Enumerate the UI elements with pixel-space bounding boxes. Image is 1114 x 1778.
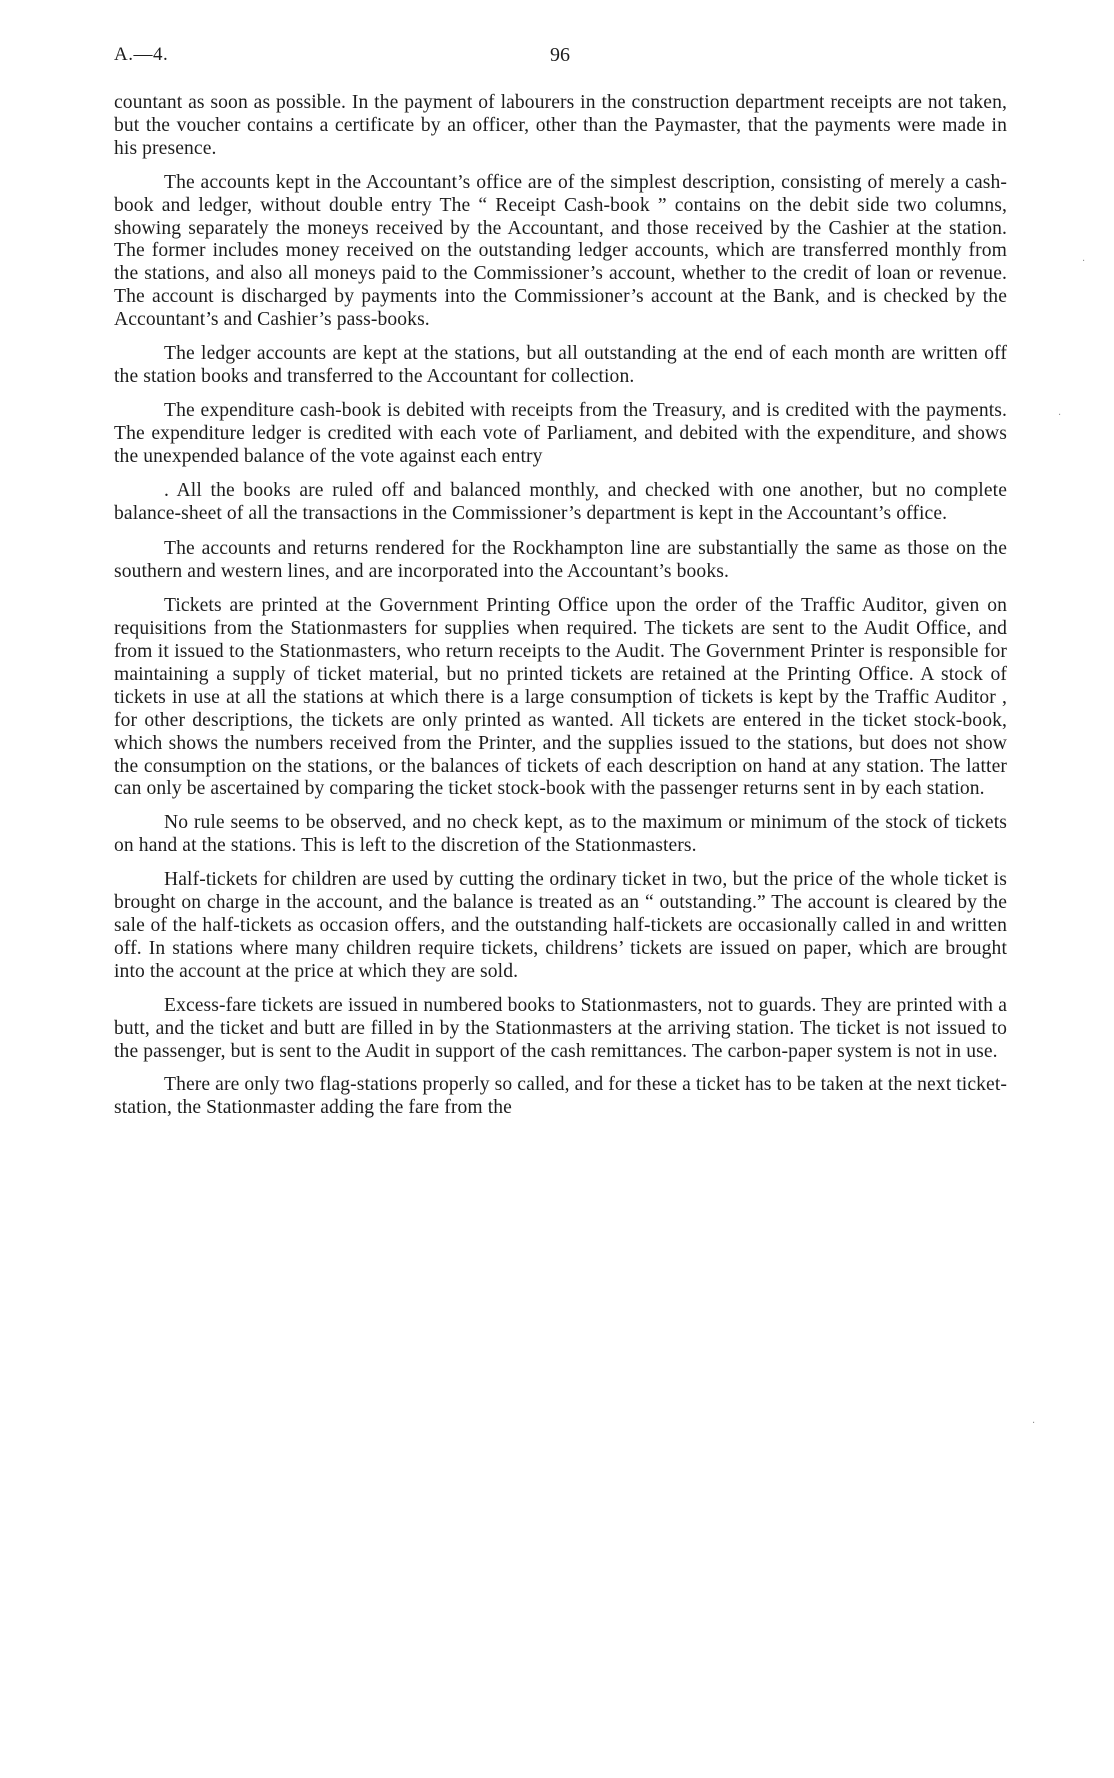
paragraph-expenditure: The expenditure cash-book is debited with receipts from the Treasury, and is credited with the payments. The expenditure ledger is credited with each vote of Parliament, and debited with the expenditure, and shows the unexpended balance of the vote against each entry: [114, 399, 1007, 467]
page-number: 96: [550, 44, 570, 66]
paragraph-rockhampton: The accounts and returns rendered for the Rockhampton line are substantially the same as those on the southern and western lines, and are incorporated into the Accountant’s books.: [114, 538, 1007, 583]
paragraph-ledger: The ledger accounts are kept at the stations, but all outstanding at the end of each month are written off the station books and transferred to the Accountant for collection.: [114, 343, 1007, 387]
paragraph-flag-stations: There are only two flag-stations properly so called, and for these a ticket has to be taken at the next ticket-station, the Stationmaster adding the fare from the: [114, 1074, 1007, 1119]
paragraph-stock-rule: No rule seems to be observed, and no check kept, as to the maximum or minimum of the stock of tickets on hand at the stations. This is left to the discretion of the Stationmasters.: [114, 812, 1007, 857]
document-reference: A.—4.: [114, 44, 169, 65]
page-header: [114, 44, 1014, 74]
scan-speck: ·: [1032, 1418, 1036, 1429]
paragraph-half-tickets: Half-tickets for children are used by cutting the ordinary ticket in two, but the price of the whole ticket is brought on charge in the account, and the balance is treated as an “ outstanding.” The account is cleared by the sale of the half-tickets as occasion offers, and the outstanding half-tickets are occasionally called in and written off. In stations where many children require tickets, childrens’ tickets are issued on paper, which are brought into the account at the price at which they are sold.: [114, 869, 1007, 982]
body-text: [114, 92, 1007, 1131]
scan-speck: ·: [1082, 256, 1086, 267]
paragraph-excess-fare: Excess-fare tickets are issued in numbered books to Stationmasters, not to guards. They are printed with a butt, and the ticket and butt are filled in by the Stationmasters at the arriving station. The ticket is not issued to the passenger, but is sent to the Audit in support of the cash remittances. The carbon-paper system is not in use.: [114, 994, 1007, 1062]
scan-speck: ·: [1058, 410, 1062, 421]
paragraph-accounts: The accounts kept in the Accountant’s office are of the simplest description, consisting of merely a cash-book and ledger, without double entry The “ Receipt Cash-book ” contains on the debit side two columns, showing separately the moneys received by the Accountant, and those received by the Cashier at the station. The former includes money received on the outstanding ledger accounts, which are transferred monthly from the stations, and also all moneys paid to the Commissioner’s account, whether to the credit of loan or revenue. The account is discharged by payments into the Commissioner’s account at the Bank, and is checked by the Accountant’s and Cashier’s pass-books.: [114, 171, 1007, 331]
paragraph-continuation: countant as soon as possible. In the payment of labourers in the construction department receipts are not taken, but the voucher contains a certificate by an officer, other than the Paymaster, that the payments were made in his presence.: [114, 92, 1007, 159]
paragraph-tickets: Tickets are printed at the Government Printing Office upon the order of the Traffic Auditor, given on requisitions from the Stationmasters for supplies when required. The tickets are sent to the Audit Office, and from it issued to the Stationmasters, who return receipts to the Audit. The Government Printer is responsible for maintaining a supply of ticket material, but no printed tickets are retained at the Printing Office. A stock of tickets in use at all the stations at which there is a large consumption of tickets is kept by the Traffic Auditor , for other descriptions, the tickets are only printed as wanted. All tickets are entered in the ticket stock-book, which shows the numbers received from the Printer, and the supplies issued to the stations, but does not show the consumption on the stations, or the balances of tickets of each description on hand at any station. The latter can only be ascertained by comparing the ticket stock-book with the passenger returns sent in by each station.: [114, 595, 1007, 800]
paragraph-books: . All the books are ruled off and balanced monthly, and checked with one another, but no complete balance-sheet of all the transactions in the Commissioner’s department is kept in the Accountant’s office.: [114, 479, 1007, 524]
